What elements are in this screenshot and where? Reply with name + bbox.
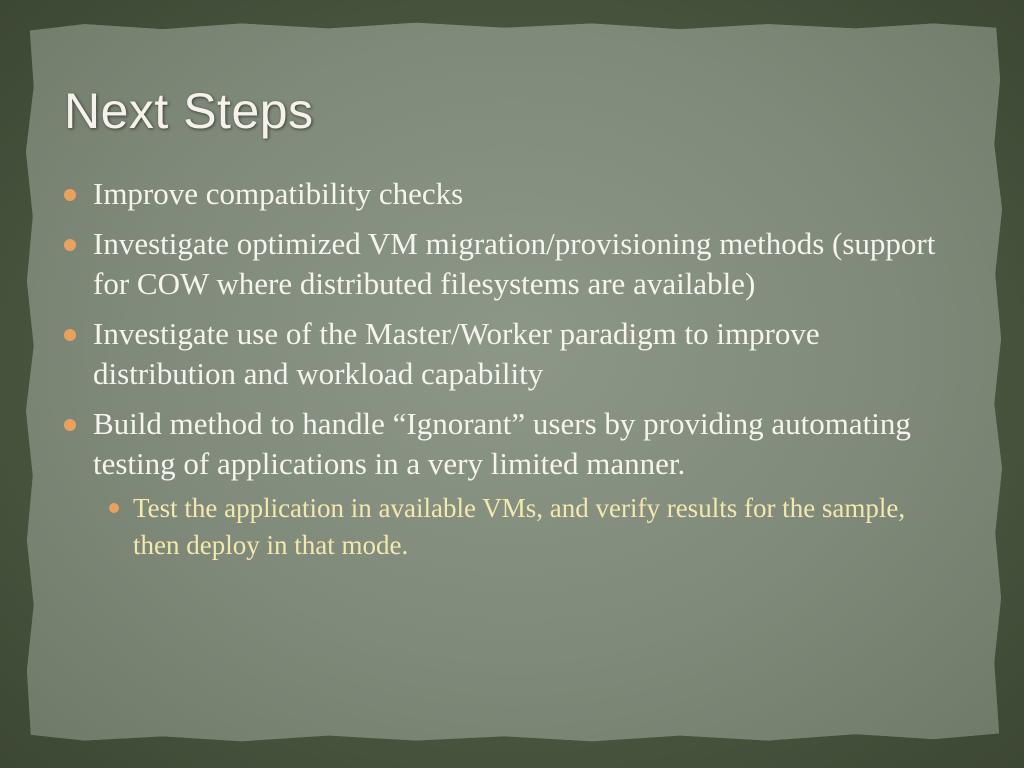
sub-bullet-list — [93, 490, 952, 564]
slide-title: Next Steps — [64, 83, 314, 139]
bullet-dot-icon — [64, 239, 76, 251]
bullet-item — [62, 224, 952, 304]
bullet-text: Investigate optimized VM migration/provisioning methods (support for COW where distributed filesystems are available) — [93, 226, 936, 301]
bullet-dot-icon — [64, 419, 76, 431]
sub-bullet-dot-icon — [109, 503, 119, 513]
bullet-text: Improve compatibility checks — [93, 176, 464, 211]
sub-bullet-text: Test the application in available VMs, and verify results for the sample, then deploy in that mode. — [133, 493, 906, 560]
bullet-text: Build method to handle “Ignorant” users by providing automating testing of applications in a very limited manner. — [93, 406, 911, 481]
bullet-text: Investigate use of the Master/Worker paradigm to improve distribution and workload capability — [93, 316, 820, 391]
bullet-item — [62, 314, 952, 394]
bullet-dot-icon — [64, 329, 76, 341]
bullet-dot-icon — [64, 189, 76, 201]
sub-bullet-item — [93, 490, 952, 564]
bullet-item — [62, 404, 952, 564]
bullet-list — [62, 174, 952, 574]
bullet-item — [62, 174, 952, 214]
